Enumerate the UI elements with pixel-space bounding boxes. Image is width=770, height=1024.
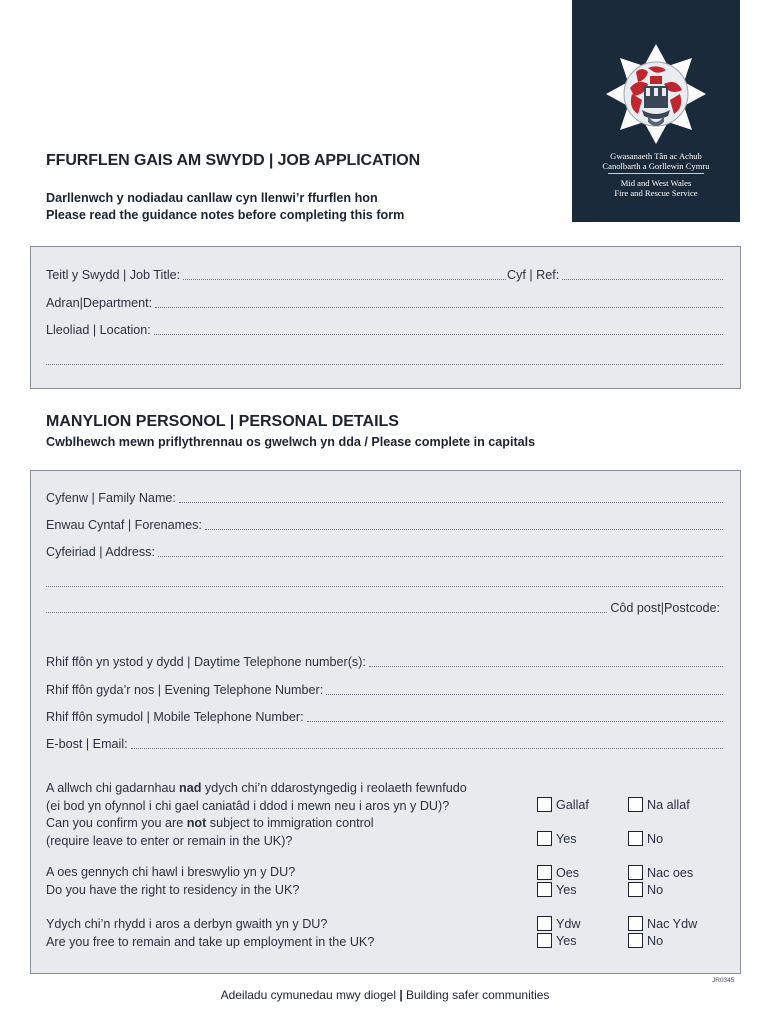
forenames-field[interactable] [205,517,723,530]
employment-yes-welsh-option[interactable] [537,916,581,931]
location-row [46,322,723,337]
footer-separator: | [399,988,403,1002]
ref-label: Cyf | Ref: [507,268,560,282]
fire-service-crest-icon [598,40,714,150]
mobile-phone-row [46,709,723,724]
logo-english-name: Mid and West Wales Fire and Rescue Service [614,178,698,198]
immigration-no-welsh-label: Na allaf [647,797,690,812]
location-field-line-2[interactable] [46,352,723,365]
ref-row [507,267,723,282]
employment-question [46,916,374,951]
logo-divider [608,173,704,174]
personal-details-title: MANYLION PERSONOL | PERSONAL DETAILS [46,413,399,430]
immigration-no-checkbox[interactable] [628,831,643,846]
employment-no-option[interactable] [628,933,663,948]
department-row [46,295,723,310]
employment-no-welsh-option[interactable] [628,916,697,931]
immigration-no-label: No [647,831,664,846]
postcode-row [46,600,723,615]
evening-phone-label: Rhif ffôn gyda’r nos | Evening Telephone Number: [46,683,324,697]
footer-tagline-welsh: Adeiladu cymunedau mwy diogel [220,988,400,1002]
form-title: FFURFLEN GAIS AM SWYDD | JOB APPLICATION [46,152,421,169]
employment-no-label: No [647,933,664,948]
employment-yes-checkbox[interactable] [537,933,552,948]
immigration-yes-welsh-label: Gallaf [556,797,589,812]
location-label: Lleoliad | Location: [46,323,151,337]
address-field-line-3[interactable] [46,600,607,613]
address-row [46,544,723,559]
mobile-phone-field[interactable] [307,709,723,722]
residency-yes-option[interactable] [537,882,577,897]
residency-no-welsh-option[interactable] [628,865,693,880]
family-name-row [46,490,723,505]
email-field[interactable] [131,736,723,749]
residency-yes-welsh-label: Oes [556,865,580,880]
address-label: Cyfeiriad | Address: [46,545,155,559]
residency-no-checkbox[interactable] [628,882,643,897]
residency-yes-welsh-option[interactable] [537,865,579,880]
personal-details-subtitle: Cwblhewch mewn priflythrennau os gwelwch yn dda / Please complete in capitals [46,435,536,449]
employment-yes-welsh-checkbox[interactable] [537,916,552,931]
immigration-question-english-line2: (require leave to enter or remain in the UK)? [46,833,293,848]
residency-no-welsh-checkbox[interactable] [628,865,643,880]
residency-no-label: No [647,882,664,897]
residency-yes-checkbox[interactable] [537,882,552,897]
residency-no-welsh-label: Nac oes [647,865,694,880]
mobile-phone-label: Rhif ffôn symudol | Mobile Telephone Number: [46,710,304,724]
employment-no-welsh-checkbox[interactable] [628,916,643,931]
address-field[interactable] [158,544,723,557]
guidance-note-welsh: Darllenwch y nodiadau canllaw cyn llenwi’r ffurflen hon [46,191,378,205]
logo-welsh-name: Gwasanaeth Tân ac Achub Canolbarth a Gorllewin Cymru [602,151,710,171]
employment-question-english: Are you free to remain and take up employment in the UK? [46,934,375,949]
job-title-row [46,267,506,282]
footer-tagline-english: Building safer communities [402,988,550,1002]
department-field[interactable] [155,295,723,308]
footer-tagline [0,988,770,1002]
employment-question-welsh: Ydych chi’n rhydd i aros a derbyn gwaith yn y DU? [46,917,328,931]
family-name-field[interactable] [179,490,723,503]
email-label: E-bost | Email: [46,737,128,751]
form-reference-code: JR0345 [712,977,735,984]
address-field-line-2[interactable] [46,574,723,587]
employment-yes-label: Yes [556,933,577,948]
immigration-question-english-line1: Can you confirm you are not subject to immigration control [46,816,374,830]
residency-question-english: Do you have the right to residency in the UK? [46,882,300,897]
department-label: Adran|Department: [46,296,153,310]
location-row-2 [46,352,723,367]
employment-no-checkbox[interactable] [628,933,643,948]
evening-phone-row [46,682,723,697]
forenames-label: Enwau Cyntaf | Forenames: [46,518,202,532]
immigration-yes-label: Yes [556,831,577,846]
residency-question [46,864,299,899]
immigration-question-welsh-line1: A allwch chi gadarnhau nad ydych chi’n ddarostyngedig i reolaeth fewnfudo [46,781,467,795]
residency-yes-welsh-checkbox[interactable] [537,865,552,880]
immigration-no-welsh-checkbox[interactable] [628,797,643,812]
job-title-label: Teitl y Swydd | Job Title: [46,268,181,282]
employment-no-welsh-label: Nac Ydw [647,916,698,931]
immigration-no-option[interactable] [628,831,663,846]
family-name-label: Cyfenw | Family Name: [46,491,176,505]
immigration-yes-welsh-checkbox[interactable] [537,797,552,812]
residency-question-welsh: A oes gennych chi hawl i breswylio yn y DU? [46,865,296,879]
ref-field[interactable] [562,267,723,280]
forenames-row [46,517,723,532]
job-title-field[interactable] [183,267,506,280]
fire-service-logo [572,0,740,222]
location-field[interactable] [154,322,723,335]
guidance-note-english: Please read the guidance notes before completing this form [46,208,405,222]
postcode-label: Côd post|Postcode: [610,601,720,615]
evening-phone-field[interactable] [326,682,723,695]
immigration-yes-option[interactable] [537,831,577,846]
daytime-phone-label: Rhif ffôn yn ystod y dydd | Daytime Telephone number(s): [46,655,366,669]
employment-yes-option[interactable] [537,933,577,948]
immigration-question-welsh-line2: (ei bod yn ofynnol i chi gael caniatâd i ddod i mewn neu i aros yn y DU)? [46,798,450,813]
email-row [46,736,723,751]
immigration-yes-welsh-option[interactable] [537,797,589,812]
employment-yes-welsh-label: Ydw [556,916,581,931]
address-row-2 [46,574,723,589]
immigration-no-welsh-option[interactable] [628,797,690,812]
daytime-phone-field[interactable] [369,654,723,667]
residency-yes-label: Yes [556,882,577,897]
immigration-question [46,780,467,850]
residency-no-option[interactable] [628,882,663,897]
daytime-phone-row [46,654,723,669]
immigration-yes-checkbox[interactable] [537,831,552,846]
